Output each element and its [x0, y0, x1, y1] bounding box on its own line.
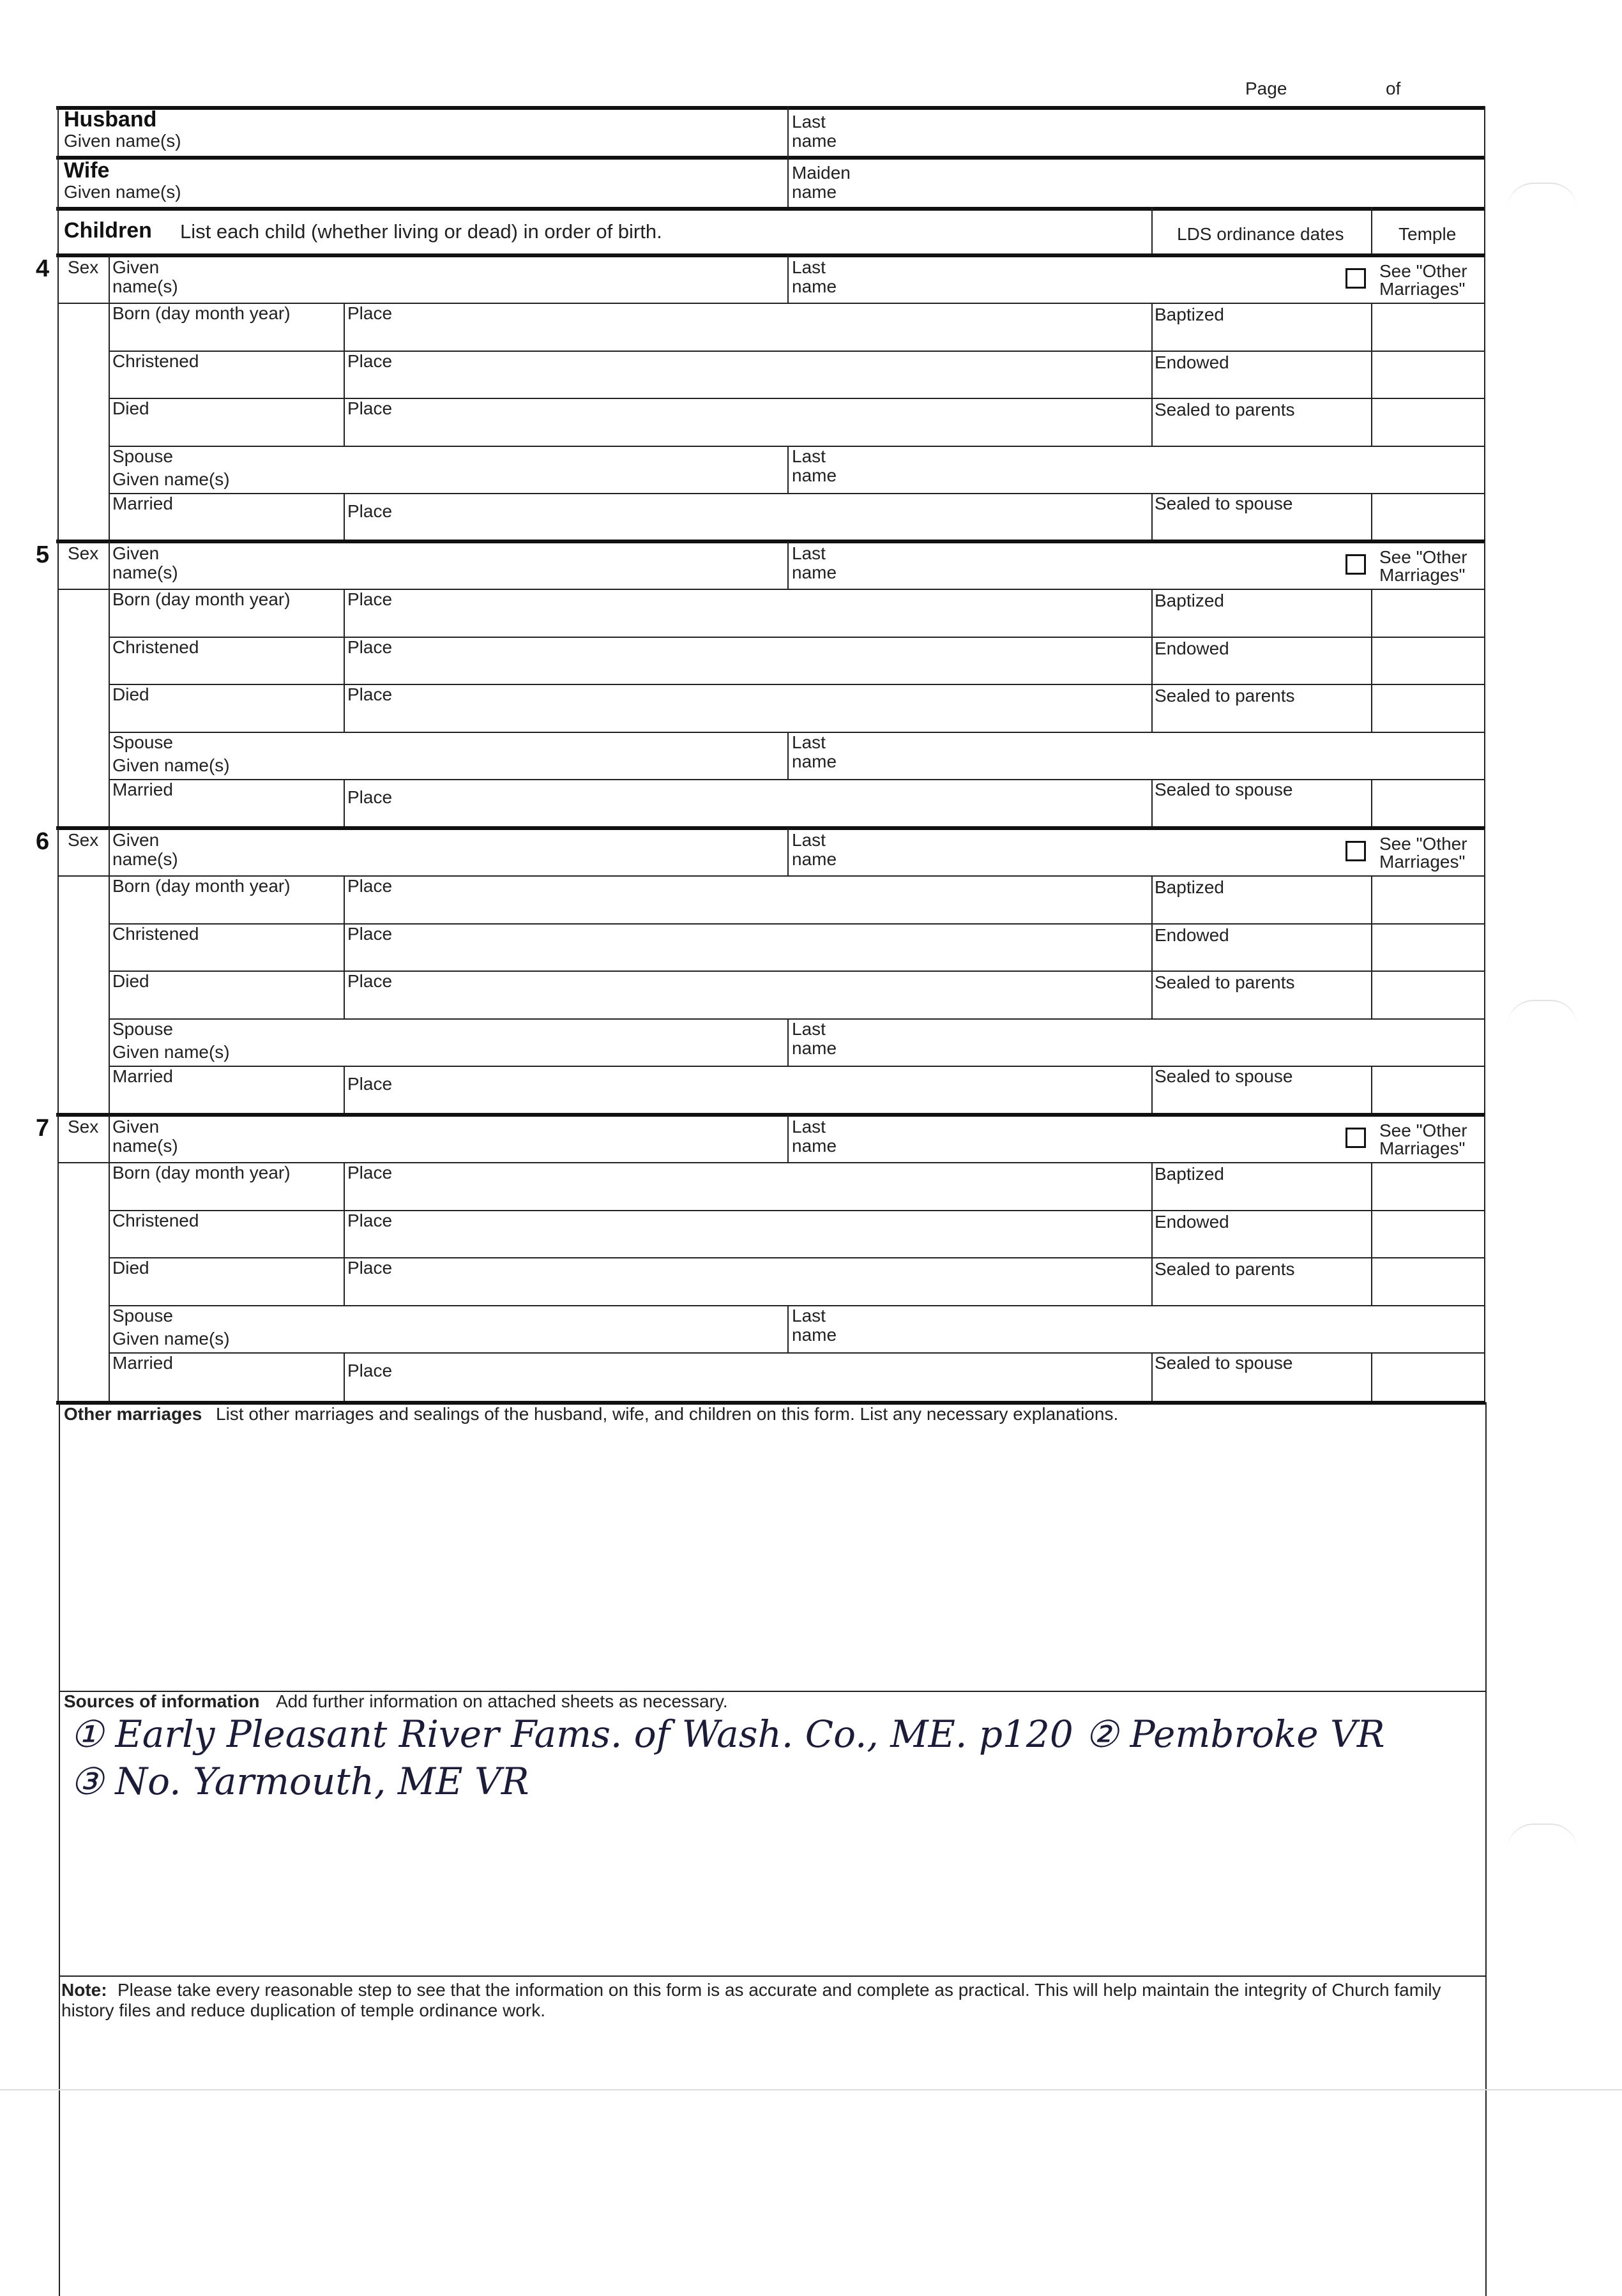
- place-label: Place: [347, 1211, 393, 1230]
- last-name-field[interactable]: [843, 1117, 1335, 1159]
- temple-field[interactable]: [1374, 973, 1482, 1015]
- christened-place-field[interactable]: [347, 660, 1147, 681]
- married-place-field[interactable]: [347, 807, 1147, 825]
- spouse-last-field[interactable]: [843, 1021, 1482, 1063]
- note-label: Note:: [61, 1980, 107, 2000]
- place-label: Place: [347, 924, 393, 944]
- scan-edge: [0, 2089, 1622, 2090]
- endowed-label: Endowed: [1155, 925, 1229, 945]
- temple-field[interactable]: [1374, 353, 1482, 395]
- endowed-label: Endowed: [1155, 352, 1229, 372]
- temple-field[interactable]: [1374, 782, 1482, 824]
- see-other-label-2: Marriages": [1379, 565, 1466, 585]
- christened-label: Christened: [112, 637, 199, 657]
- married-date-field[interactable]: [112, 802, 339, 824]
- spouse-last-label-2: name: [792, 1325, 837, 1345]
- born-label: Born (day month year): [112, 303, 291, 323]
- see-other-marriages-checkbox[interactable]: [1345, 554, 1366, 575]
- spouse-given-field[interactable]: [255, 734, 782, 776]
- died-date-field[interactable]: [112, 1280, 339, 1302]
- spouse-last-label: Last: [792, 732, 826, 752]
- sealed-spouse-label: Sealed to spouse: [1155, 494, 1293, 513]
- sealed-parents-date-field[interactable]: [1155, 707, 1367, 729]
- baptized-label: Baptized: [1155, 877, 1224, 897]
- sealed-spouse-date-field[interactable]: [1155, 1375, 1367, 1397]
- binder-hole-mark: [1507, 183, 1577, 209]
- died-place-field[interactable]: [347, 421, 1147, 442]
- sealed-parents-label: Sealed to parents: [1155, 1259, 1295, 1279]
- spouse-given-label: Given name(s): [112, 469, 230, 489]
- married-label: Married: [112, 494, 173, 513]
- born-label: Born (day month year): [112, 589, 291, 609]
- sealed-spouse-date-field[interactable]: [1155, 802, 1367, 824]
- temple-field[interactable]: [1374, 400, 1482, 442]
- sex-field[interactable]: [61, 281, 106, 300]
- sex-field[interactable]: [61, 854, 106, 873]
- christened-date-field[interactable]: [112, 660, 339, 681]
- spouse-last-label-2: name: [792, 465, 837, 485]
- place-label: Place: [347, 1163, 393, 1182]
- baptized-date-field[interactable]: [1155, 326, 1367, 347]
- died-date-field[interactable]: [112, 421, 339, 442]
- husband-last-label: Last: [792, 112, 826, 132]
- died-date-field[interactable]: [112, 993, 339, 1015]
- spouse-given-field[interactable]: [255, 448, 782, 490]
- christened-place-field[interactable]: [347, 374, 1147, 395]
- endowed-date-field[interactable]: [1155, 1233, 1367, 1255]
- christened-date-field[interactable]: [112, 946, 339, 968]
- baptized-date-field[interactable]: [1155, 1185, 1367, 1207]
- spouse-last-field[interactable]: [843, 448, 1482, 490]
- endowed-label: Endowed: [1155, 638, 1229, 658]
- temple-field[interactable]: [1374, 686, 1482, 729]
- given-name-field[interactable]: [192, 1117, 782, 1159]
- wife-maiden-label-2: name: [792, 182, 837, 202]
- sealed-parents-label: Sealed to parents: [1155, 972, 1295, 992]
- christened-label: Christened: [112, 924, 199, 944]
- sex-label: Sex: [68, 257, 99, 277]
- temple-label: Temple: [1398, 224, 1457, 244]
- married-date-field[interactable]: [112, 1375, 339, 1397]
- child-number: 5: [36, 541, 50, 568]
- place-label: Place: [347, 589, 393, 609]
- last-label: Last: [792, 257, 826, 277]
- sex-field[interactable]: [61, 1140, 106, 1159]
- spouse-last-field[interactable]: [843, 1308, 1482, 1350]
- place-label: Place: [347, 351, 393, 371]
- see-other-label: See "Other: [1379, 547, 1467, 567]
- given-label: Given: [112, 830, 160, 850]
- spouse-given-label: Given name(s): [112, 1042, 230, 1062]
- sealed-parents-date-field[interactable]: [1155, 421, 1367, 442]
- spouse-label: Spouse: [112, 732, 173, 752]
- other-marriages-instruction: List other marriages and sealings of the husband, wife, and children on this form. List any necessary explanations.: [216, 1404, 1119, 1424]
- spouse-given-label: Given name(s): [112, 755, 230, 775]
- temple-field[interactable]: [1374, 639, 1482, 681]
- sealed-parents-date-field[interactable]: [1155, 1280, 1367, 1302]
- given-label-2: name(s): [112, 849, 178, 869]
- married-label: Married: [112, 780, 173, 799]
- married-label: Married: [112, 1353, 173, 1373]
- born-date-field[interactable]: [112, 612, 339, 633]
- spouse-given-field[interactable]: [255, 1021, 782, 1063]
- spouse-last-field[interactable]: [843, 734, 1482, 776]
- of-label: of: [1386, 79, 1401, 98]
- husband-title: Husband: [64, 107, 157, 132]
- last-label: Last: [792, 543, 826, 563]
- married-place-field[interactable]: [347, 1380, 1147, 1398]
- source-entry-1[interactable]: ① Early Pleasant River Fams. of Wash. Co., ME. p120 ② Pembroke VR: [70, 1712, 1385, 1756]
- place-label: Place: [347, 1074, 393, 1094]
- temple-field[interactable]: [1374, 878, 1482, 920]
- place-label: Place: [347, 787, 393, 807]
- died-label: Died: [112, 684, 149, 704]
- last-label-2: name: [792, 276, 837, 296]
- see-other-label-2: Marriages": [1379, 1138, 1466, 1158]
- given-label-2: name(s): [112, 276, 178, 296]
- born-place-field[interactable]: [347, 1185, 1147, 1207]
- sealed-parents-date-field[interactable]: [1155, 993, 1367, 1015]
- husband-given-label: Given name(s): [64, 131, 181, 151]
- baptized-date-field[interactable]: [1155, 898, 1367, 920]
- binder-hole-mark: [1507, 1000, 1577, 1027]
- christened-label: Christened: [112, 1211, 199, 1230]
- given-label: Given: [112, 257, 160, 277]
- see-other-marriages-checkbox[interactable]: [1345, 1128, 1366, 1148]
- died-label: Died: [112, 971, 149, 991]
- sex-label: Sex: [68, 830, 99, 850]
- spouse-label: Spouse: [112, 1019, 173, 1039]
- other-marriages-field[interactable]: [64, 1430, 1482, 1686]
- see-other-label: See "Other: [1379, 834, 1467, 854]
- christened-date-field[interactable]: [112, 1233, 339, 1255]
- sealed-spouse-label: Sealed to spouse: [1155, 1353, 1293, 1373]
- married-label: Married: [112, 1066, 173, 1086]
- temple-field[interactable]: [1374, 305, 1482, 347]
- lds-ordinance-label: LDS ordinance dates: [1177, 224, 1344, 244]
- other-marriages-title: Other marriages: [64, 1404, 202, 1424]
- place-label: Place: [347, 398, 393, 418]
- husband-last-field[interactable]: [843, 109, 1482, 153]
- wife-title: Wife: [64, 158, 110, 183]
- died-date-field[interactable]: [112, 707, 339, 729]
- baptized-label: Baptized: [1155, 591, 1224, 610]
- sealed-parents-label: Sealed to parents: [1155, 686, 1295, 706]
- spouse-last-label: Last: [792, 1019, 826, 1039]
- born-place-field[interactable]: [347, 898, 1147, 920]
- place-label: Place: [347, 684, 393, 704]
- see-other-label: See "Other: [1379, 261, 1467, 281]
- sealed-spouse-date-field[interactable]: [1155, 1089, 1367, 1110]
- binder-hole-mark: [1507, 1824, 1577, 1850]
- spouse-last-label-2: name: [792, 1038, 837, 1058]
- place-label: Place: [347, 501, 393, 521]
- source-entry-2[interactable]: ③ No. Yarmouth, ME VR: [70, 1760, 529, 1803]
- baptized-date-field[interactable]: [1155, 612, 1367, 633]
- child-number: 6: [36, 828, 50, 855]
- born-label: Born (day month year): [112, 1163, 291, 1182]
- sealed-spouse-label: Sealed to spouse: [1155, 780, 1293, 799]
- place-label: Place: [347, 637, 393, 657]
- sex-field[interactable]: [61, 567, 106, 586]
- last-name-field[interactable]: [843, 831, 1335, 873]
- died-place-field[interactable]: [347, 1280, 1147, 1302]
- born-date-field[interactable]: [112, 1185, 339, 1207]
- married-date-field[interactable]: [112, 1089, 339, 1110]
- sex-label: Sex: [68, 1117, 99, 1137]
- christened-date-field[interactable]: [112, 374, 339, 395]
- endowed-date-field[interactable]: [1155, 374, 1367, 395]
- baptized-label: Baptized: [1155, 1164, 1224, 1184]
- christened-place-field[interactable]: [347, 1233, 1147, 1255]
- died-label: Died: [112, 1258, 149, 1278]
- married-place-field[interactable]: [347, 521, 1147, 539]
- given-name-field[interactable]: [192, 544, 782, 586]
- born-place-field[interactable]: [347, 326, 1147, 347]
- given-name-field[interactable]: [192, 258, 782, 300]
- wife-given-label: Given name(s): [64, 182, 181, 202]
- given-label: Given: [112, 543, 160, 563]
- last-label-2: name: [792, 1136, 837, 1156]
- spouse-last-label-2: name: [792, 751, 837, 771]
- born-date-field[interactable]: [112, 326, 339, 347]
- endowed-label: Endowed: [1155, 1212, 1229, 1232]
- husband-given-field[interactable]: [192, 109, 782, 153]
- sources-title: Sources of information: [64, 1691, 260, 1711]
- sealed-parents-label: Sealed to parents: [1155, 400, 1295, 419]
- temple-field[interactable]: [1374, 1260, 1482, 1302]
- see-other-marriages-checkbox[interactable]: [1345, 268, 1366, 289]
- children-title: Children: [64, 218, 152, 243]
- see-other-marriages-checkbox[interactable]: [1345, 841, 1366, 861]
- last-name-field[interactable]: [843, 544, 1335, 586]
- sources-instruction: Add further information on attached sheets as necessary.: [276, 1691, 728, 1711]
- given-label: Given: [112, 1117, 160, 1137]
- born-place-field[interactable]: [347, 612, 1147, 633]
- place-label: Place: [347, 1258, 393, 1278]
- endowed-date-field[interactable]: [1155, 660, 1367, 681]
- wife-maiden-field[interactable]: [843, 160, 1482, 204]
- children-instruction: List each child (whether living or dead) in order of birth.: [180, 220, 662, 243]
- see-other-label: See "Other: [1379, 1121, 1467, 1140]
- husband-last-label-2: name: [792, 131, 837, 151]
- child-number: 7: [36, 1115, 50, 1142]
- wife-given-field[interactable]: [192, 160, 782, 204]
- given-label-2: name(s): [112, 563, 178, 582]
- married-place-field[interactable]: [347, 1094, 1147, 1112]
- child-number: 4: [36, 255, 50, 282]
- last-label: Last: [792, 1117, 826, 1137]
- last-label-2: name: [792, 563, 837, 582]
- married-date-field[interactable]: [112, 516, 339, 538]
- note-line-2: history files and reduce duplication of temple ordinance work.: [61, 2000, 545, 2020]
- temple-field[interactable]: [1374, 591, 1482, 633]
- temple-field[interactable]: [1374, 495, 1482, 538]
- spouse-last-label: Last: [792, 1306, 826, 1325]
- endowed-date-field[interactable]: [1155, 946, 1367, 968]
- spouse-given-label: Given name(s): [112, 1329, 230, 1348]
- baptized-label: Baptized: [1155, 305, 1224, 324]
- sealed-spouse-date-field[interactable]: [1155, 516, 1367, 538]
- sex-label: Sex: [68, 543, 99, 563]
- wife-maiden-label: Maiden: [792, 163, 851, 183]
- christened-label: Christened: [112, 351, 199, 371]
- place-label: Place: [347, 876, 393, 896]
- died-place-field[interactable]: [347, 993, 1147, 1015]
- sealed-spouse-label: Sealed to spouse: [1155, 1066, 1293, 1086]
- spouse-last-label: Last: [792, 446, 826, 466]
- temple-field[interactable]: [1374, 1212, 1482, 1255]
- see-other-label-2: Marriages": [1379, 279, 1466, 299]
- born-label: Born (day month year): [112, 876, 291, 896]
- place-label: Place: [347, 303, 393, 323]
- spouse-label: Spouse: [112, 1306, 173, 1325]
- temple-field[interactable]: [1374, 1355, 1482, 1397]
- last-name-field[interactable]: [843, 258, 1335, 300]
- temple-field[interactable]: [1374, 1165, 1482, 1207]
- died-place-field[interactable]: [347, 707, 1147, 729]
- place-label: Place: [347, 971, 393, 991]
- note-line-1: Please take every reasonable step to see that the information on this form is as accurate and complete as practical. This will help maintain the integrity of Church family: [117, 1980, 1441, 2000]
- last-label: Last: [792, 830, 826, 850]
- temple-field[interactable]: [1374, 926, 1482, 968]
- died-label: Died: [112, 398, 149, 418]
- page-label: Page: [1245, 79, 1287, 98]
- given-label-2: name(s): [112, 1136, 178, 1156]
- born-date-field[interactable]: [112, 898, 339, 920]
- place-label: Place: [347, 1361, 393, 1380]
- temple-field[interactable]: [1374, 1068, 1482, 1110]
- given-name-field[interactable]: [192, 831, 782, 873]
- last-label-2: name: [792, 849, 837, 869]
- see-other-label-2: Marriages": [1379, 852, 1466, 872]
- spouse-label: Spouse: [112, 446, 173, 466]
- christened-place-field[interactable]: [347, 946, 1147, 968]
- spouse-given-field[interactable]: [255, 1308, 782, 1350]
